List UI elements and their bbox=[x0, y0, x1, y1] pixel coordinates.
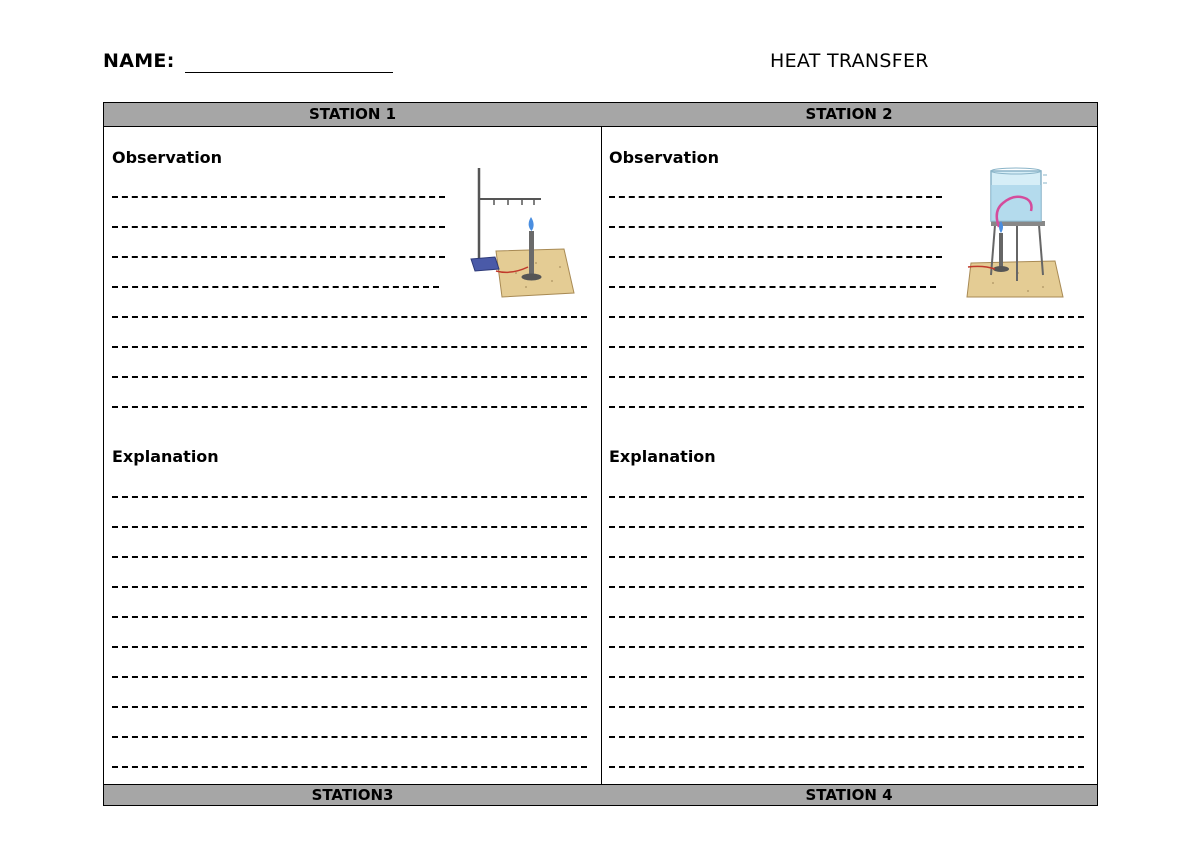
station-1-explanation-line[interactable] bbox=[112, 646, 587, 648]
station-1-observation-line[interactable] bbox=[112, 256, 445, 258]
station-2-explanation-line[interactable] bbox=[609, 646, 1084, 648]
station-1-observation-line[interactable] bbox=[112, 346, 587, 348]
station-1-explanation-line[interactable] bbox=[112, 586, 587, 588]
station-1-observation-line[interactable] bbox=[112, 406, 587, 408]
station-1-explanation-line[interactable] bbox=[112, 556, 587, 558]
station-1-observation-line[interactable] bbox=[112, 196, 445, 198]
station-2-explanation-line[interactable] bbox=[609, 586, 1084, 588]
station-1-explanation-line[interactable] bbox=[112, 676, 587, 678]
station-2-observation-line[interactable] bbox=[609, 316, 1084, 318]
station-2-explanation-line[interactable] bbox=[609, 616, 1084, 618]
station-2-column bbox=[601, 103, 1097, 805]
station-2-explanation-line[interactable] bbox=[609, 736, 1084, 738]
station-2-observation-line[interactable] bbox=[609, 196, 942, 198]
station-2-observation-line[interactable] bbox=[609, 256, 942, 258]
station-1-observation-line[interactable] bbox=[112, 316, 587, 318]
station-2-explanation-line[interactable] bbox=[609, 496, 1084, 498]
bunsen-burner-stand-image bbox=[466, 163, 576, 299]
worksheet-title: HEAT TRANSFER bbox=[770, 50, 929, 72]
station-1-explanation-line[interactable] bbox=[112, 616, 587, 618]
station-2-observation-line[interactable] bbox=[609, 346, 1084, 348]
station-1-explanation-line[interactable] bbox=[112, 496, 587, 498]
station-1-column bbox=[104, 103, 602, 805]
name-label: NAME: bbox=[103, 50, 175, 72]
station-1-explanation-line[interactable] bbox=[112, 706, 587, 708]
station-2-explanation-line[interactable] bbox=[609, 706, 1084, 708]
station-2-observation-label: Observation bbox=[609, 148, 720, 167]
station-2-observation-line[interactable] bbox=[609, 406, 1084, 408]
station-2-observation-line[interactable] bbox=[609, 376, 1084, 378]
station-1-explanation-line[interactable] bbox=[112, 736, 587, 738]
station-1-explanation-line[interactable] bbox=[112, 526, 587, 528]
station-1-observation-line[interactable] bbox=[112, 286, 439, 288]
station-1-observation-label: Observation bbox=[112, 148, 223, 167]
station-2-explanation-line[interactable] bbox=[609, 526, 1084, 528]
station-2-explanation-line[interactable] bbox=[609, 676, 1084, 678]
station-2-explanation-line[interactable] bbox=[609, 766, 1084, 768]
station-2-explanation-label: Explanation bbox=[609, 447, 716, 466]
station-1-explanation-line[interactable] bbox=[112, 766, 587, 768]
station-1-header: STATION 1 bbox=[104, 103, 601, 127]
beaker-heating-image bbox=[963, 163, 1073, 299]
name-blank-line[interactable] bbox=[185, 72, 393, 73]
station-1-observation-line[interactable] bbox=[112, 376, 587, 378]
station-2-explanation-line[interactable] bbox=[609, 556, 1084, 558]
station-1-observation-line[interactable] bbox=[112, 226, 445, 228]
station-2-observation-line[interactable] bbox=[609, 286, 936, 288]
station-1-explanation-label: Explanation bbox=[112, 447, 219, 466]
stations-table bbox=[103, 102, 1098, 806]
station-4-header: STATION 4 bbox=[601, 784, 1097, 805]
station-3-header: STATION3 bbox=[104, 784, 601, 805]
station-2-header: STATION 2 bbox=[601, 103, 1097, 127]
station-2-observation-line[interactable] bbox=[609, 226, 942, 228]
